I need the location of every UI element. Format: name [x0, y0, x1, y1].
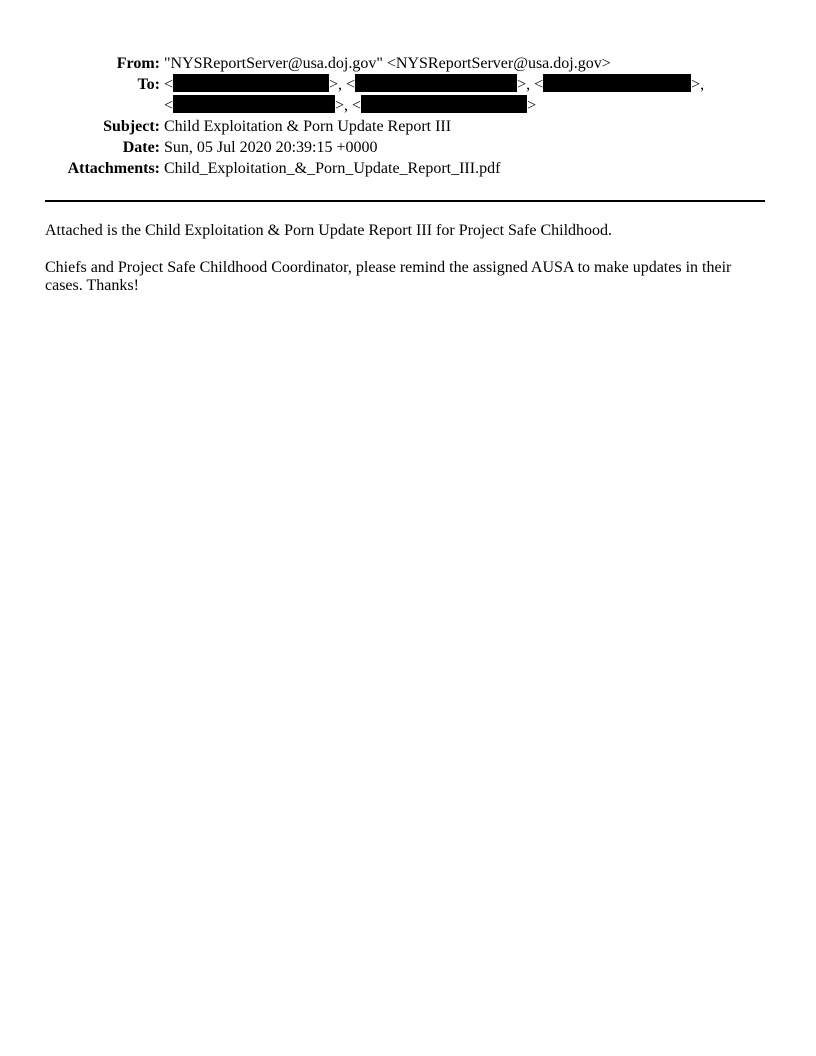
body-paragraph-2: Chiefs and Project Safe Childhood Coordinator, please remind the assigned AUSA to make updates in their cases. Thanks!: [45, 259, 732, 294]
to-row: [0, 74, 816, 116]
subject-label: Subject:: [103, 118, 160, 135]
redacted-recipient-5: [361, 95, 527, 113]
from-row: [0, 53, 816, 74]
body-paragraph-1: Attached is the Child Exploitation & Porn Update Report III for Project Safe Childhood.: [45, 222, 613, 239]
attachments-label: Attachments:: [67, 160, 160, 177]
to-line-1: [164, 74, 704, 95]
to-separator: >,: [691, 76, 705, 93]
subject-row: [0, 116, 816, 137]
to-bracket-open: <: [164, 76, 174, 93]
redacted-recipient-4: [173, 95, 335, 113]
from-label: From:: [116, 55, 160, 72]
email-body: [45, 222, 765, 314]
to-value: [160, 74, 704, 116]
to-separator: >, <: [517, 76, 544, 93]
to-line-2: [164, 95, 704, 116]
to-separator: >, <: [329, 76, 356, 93]
redacted-recipient-2: [355, 74, 517, 92]
redacted-recipient-1: [173, 74, 329, 92]
to-separator: >, <: [335, 97, 362, 114]
to-bracket-close: >: [527, 97, 537, 114]
redacted-recipient-3: [543, 74, 691, 92]
date-row: [0, 137, 816, 158]
email-header: [0, 53, 816, 179]
to-label: To:: [137, 76, 160, 93]
date-value: Sun, 05 Jul 2020 20:39:15 +0000: [164, 139, 378, 156]
date-label: Date:: [122, 139, 160, 156]
attachments-row: [0, 158, 816, 179]
header-divider: [45, 200, 765, 202]
subject-value: Child Exploitation & Porn Update Report III: [164, 118, 452, 135]
from-value: "NYSReportServer@usa.doj.gov" <NYSReportServer@usa.doj.gov>: [164, 55, 611, 72]
attachment-filename: Child_Exploitation_&_Porn_Update_Report_III.pdf: [164, 160, 501, 177]
to-bracket-open: <: [164, 97, 174, 114]
